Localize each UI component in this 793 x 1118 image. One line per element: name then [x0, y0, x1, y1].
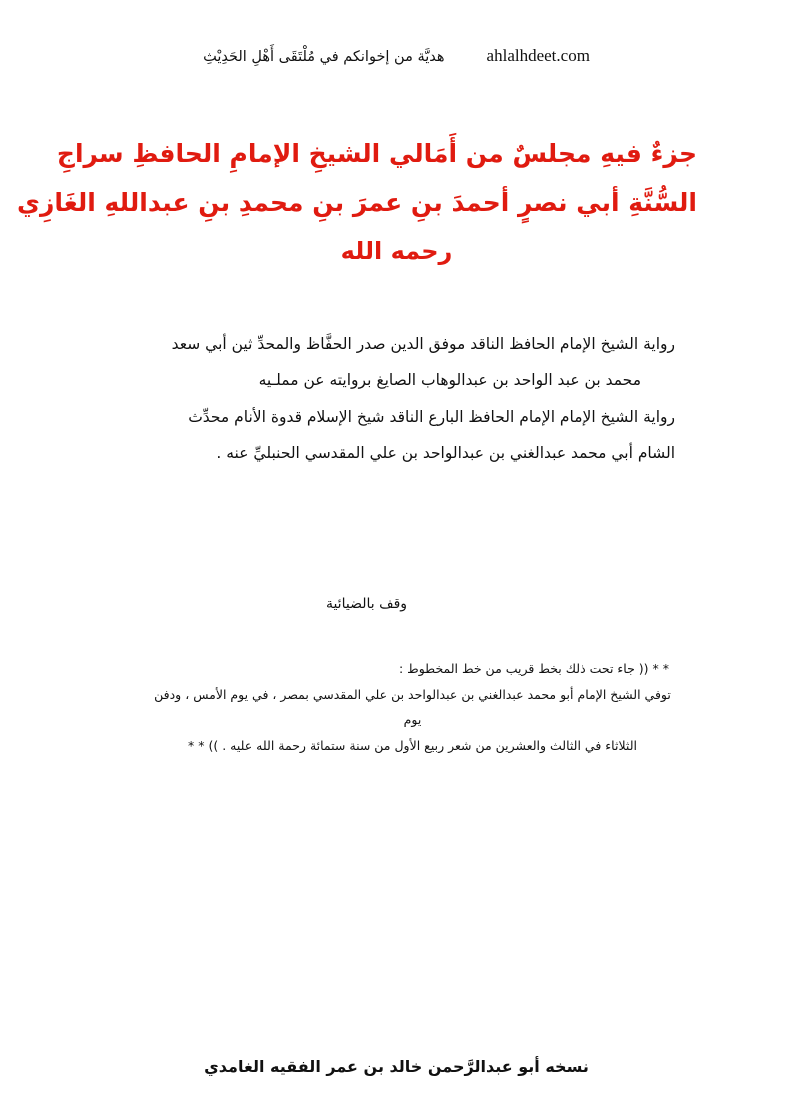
header-site-name: ahlalhdeet.com — [486, 46, 590, 65]
narration-paragraph-1-line-2: محمد بن عبد الواحد بن عبدالوهاب الصايغ بروايته عن مملـيه — [258, 371, 641, 390]
scribe-credit: نسخه أبو عبدالرَّحمن خالد بن عمر الفقيه الغامدي — [204, 1057, 589, 1076]
page-header — [0, 46, 793, 66]
header-gift-note: هديَّة من إخوانكم في مُلْتَقَى أَهْلِ الحَدِيْثِ — [203, 49, 445, 65]
narration-paragraph-2-line-1: رواية الشيخ الإمام الإمام الحافظ البارع الناقد شيخ الإسلام قدوة الأنام محدِّث — [188, 407, 675, 426]
footnote-line-1: * * (( جاء تحت ذلك بخط قريب من خط المخطوط : — [398, 661, 669, 676]
narration-paragraph-1-line-1: رواية الشيخ الإمام الحافظ الناقد موفق الدين صدر الحفَّاظ والمحدِّ ثين أبي سعد — [171, 335, 675, 353]
title-line-1: جزءٌ فيهِ مجلسٌ من أَمَالي الشيخِ الإمامِ الحافظِ سراجِ — [56, 139, 697, 168]
endowment-note: وقف بالضيائية — [325, 596, 408, 612]
title-line-3: رحمه الله — [340, 236, 453, 265]
narration-paragraph-2-line-2: الشام أبي محمد عبدالغني بن عبدالواحد بن علي المقدسي الحنبليِّ عنه . — [216, 444, 675, 463]
document-title — [17, 130, 697, 274]
footnote-line-3: الثلاثاء في الثالث والعشرين من شعر ربيع الأول من سنة ستمائة رحمة الله عليه . )) * * — [188, 737, 637, 753]
narration-block — [118, 326, 675, 472]
footnote-line-2: توفي الشيخ الإمام أبو محمد عبدالغني بن عبدالواحد بن علي المقدسي بمصر ، في يوم الأمس ، ودفن يوم — [154, 686, 671, 728]
footnote-block — [150, 656, 675, 759]
title-line-2: السُّنَّةِ أبي نصرٍ أحمدَ بنِ عمرَ بنِ محمدِ بنِ عبداللهِ الغَازِي — [17, 187, 697, 217]
